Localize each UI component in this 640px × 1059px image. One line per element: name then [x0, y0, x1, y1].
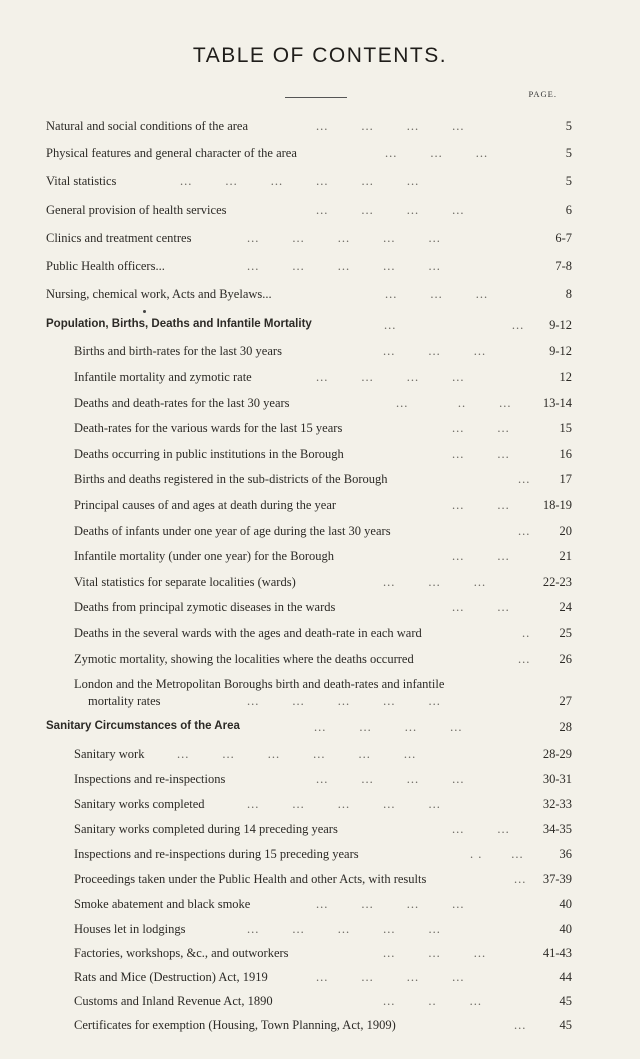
toc-entry	[0, 549, 640, 569]
toc-entry-label: Smoke abatement and black smoke	[74, 897, 251, 911]
leader-dots: ... ... ... ... ...	[247, 797, 441, 811]
leader-dots: ... .. ...	[396, 396, 512, 410]
toc-entry	[0, 946, 640, 966]
leader-dots: ... ... ... ... ... ...	[177, 747, 417, 761]
section-heading-population	[0, 318, 640, 338]
toc-entry-page: 15	[559, 421, 572, 435]
leader-dots: ... ...	[384, 318, 525, 332]
toc-entry-label: Physical features and general character of the area	[46, 146, 297, 160]
leader-dots: ... ... ...	[385, 146, 489, 160]
toc-entry-label: Vital statistics	[46, 174, 117, 188]
toc-entry-label: Infantile mortality and zymotic rate	[74, 370, 252, 384]
toc-entry-label: Zymotic mortality, showing the localities where the deaths occurred	[74, 652, 414, 666]
toc-entry	[0, 970, 640, 990]
toc-entry	[0, 872, 640, 892]
toc-entry-label: Clinics and treatment centres	[46, 231, 192, 245]
leader-dots: ... ... ...	[385, 287, 489, 301]
toc-entry-page: 27	[559, 694, 572, 708]
toc-entry	[0, 146, 640, 166]
toc-entry-page: 41-43	[542, 946, 572, 960]
toc-entry-page: 44	[559, 970, 572, 984]
leader-dots: ... ... ... ...	[316, 203, 465, 217]
leader-dots: ... ...	[452, 600, 510, 614]
toc-entry-label: Public Health officers...	[46, 259, 165, 273]
toc-entry-page: 6-7	[555, 231, 572, 245]
toc-entry	[0, 231, 640, 251]
toc-entry	[0, 847, 640, 867]
leader-dots: ... ... ... ... ...	[247, 922, 441, 936]
toc-entry-label: Deaths and death-rates for the last 30 years	[74, 396, 290, 410]
toc-entry-page: 25	[559, 626, 572, 640]
toc-entry-page: 45	[559, 1018, 572, 1032]
toc-entry-label: London and the Metropolitan Boroughs birth and death-rates and infantile	[74, 677, 445, 691]
toc-entry-label: Death-rates for the various wards for the last 15 years	[74, 421, 343, 435]
toc-entry-label: General provision of health services	[46, 203, 227, 217]
toc-entry-page: 21	[559, 549, 572, 563]
toc-entry	[0, 203, 640, 223]
toc-entry-label-continued: mortality rates	[88, 694, 161, 708]
toc-entry-page: 45	[559, 994, 572, 1008]
toc-entry-label: Nursing, chemical work, Acts and Byelaws...	[46, 287, 272, 301]
leader-dots: ... ...	[452, 822, 510, 836]
page-column-header: PAGE.	[528, 89, 557, 99]
toc-entry-label: Deaths of infants under one year of age during the last 30 years	[74, 524, 391, 538]
toc-entry-label: Customs and Inland Revenue Act, 1890	[74, 994, 273, 1008]
toc-entry-label: Births and birth-rates for the last 30 years	[74, 344, 282, 358]
toc-entry-page: 26	[559, 652, 572, 666]
leader-dots: ... ... ... ...	[316, 772, 465, 786]
leader-dots: ... ...	[452, 498, 510, 512]
toc-entry-continuation	[0, 694, 640, 714]
toc-entry-label: Certificates for exemption (Housing, Town Planning, Act, 1909)	[74, 1018, 396, 1032]
toc-entry	[0, 370, 640, 390]
toc-entry-page: 5	[565, 174, 572, 188]
toc-entry	[0, 396, 640, 416]
toc-entry-label: Sanitary works completed	[74, 797, 205, 811]
toc-entry	[0, 922, 640, 942]
toc-entry-page: 7-8	[555, 259, 572, 273]
toc-entry-label: Inspections and re-inspections during 15 preceding years	[74, 847, 359, 861]
toc-entry-page: 6	[565, 203, 572, 217]
toc-entry	[0, 174, 640, 194]
leader-dots: ... ... ...	[383, 344, 487, 358]
toc-entry	[0, 524, 640, 544]
toc-entry-label: Factories, workshops, &c., and outworkers	[74, 946, 289, 960]
toc-entry-page: 34-35	[542, 822, 572, 836]
toc-entry	[0, 747, 640, 767]
toc-entry-page: 24	[559, 600, 572, 614]
toc-entry	[0, 1018, 640, 1038]
toc-entry-label: Sanitary work	[74, 747, 145, 761]
toc-entry	[0, 287, 640, 307]
toc-entry	[0, 772, 640, 792]
toc-entry	[0, 421, 640, 441]
toc-entry-page: 37-39	[542, 872, 572, 886]
toc-entry-page: 5	[565, 146, 572, 160]
toc-entry-label: Natural and social conditions of the area	[46, 119, 249, 133]
toc-entry-page: 32-33	[542, 797, 572, 811]
toc-entry-label: Infantile mortality (under one year) for the Borough	[74, 549, 334, 563]
toc-entry	[0, 447, 640, 467]
page-title: TABLE OF CONTENTS.	[192, 44, 448, 67]
toc-entry-page: 18-19	[542, 498, 572, 512]
toc-entry-page: 20	[559, 524, 572, 538]
toc-entry	[0, 119, 640, 139]
toc-entry	[0, 575, 640, 595]
toc-entry-page: 13-14	[542, 396, 572, 410]
leader-dots: ..	[522, 626, 531, 640]
toc-entry-page: 36	[559, 847, 572, 861]
toc-entry	[0, 822, 640, 842]
toc-entry	[0, 897, 640, 917]
toc-entry-label: Inspections and re-inspections	[74, 772, 226, 786]
leader-dots: ... ... ... ... ...	[247, 694, 441, 708]
leader-dots: ...	[514, 1018, 527, 1032]
section-heading-label: Population, Births, Deaths and Infantile Mortality	[46, 318, 312, 330]
leader-dots: ... ... ... ... ...	[247, 259, 441, 273]
toc-entry	[0, 652, 640, 672]
toc-entry-page: 40	[559, 897, 572, 911]
toc-entry	[0, 626, 640, 646]
leader-dots: ... ...	[452, 549, 510, 563]
leader-dots: ... ... ... ...	[314, 720, 463, 734]
leader-dots: ... ... ... ... ... ...	[180, 174, 420, 188]
toc-entry	[0, 600, 640, 620]
toc-entry-page: 30-31	[542, 772, 572, 786]
leader-dots: ... ...	[452, 447, 510, 461]
leader-dots: ...	[514, 872, 527, 886]
toc-entry-page: 28	[559, 720, 572, 734]
leader-dots: . . ...	[470, 847, 524, 861]
toc-entry-page: 22-23	[542, 575, 572, 589]
toc-entry-page: 17	[559, 472, 572, 486]
toc-entry	[0, 344, 640, 364]
toc-entry	[0, 472, 640, 492]
toc-entry	[0, 498, 640, 518]
toc-entry-label: Deaths occurring in public institutions in the Borough	[74, 447, 344, 461]
ink-speck	[143, 310, 146, 313]
leader-dots: ... ... ... ...	[316, 897, 465, 911]
leader-dots: ... ... ... ... ...	[247, 231, 441, 245]
toc-entry-page: 5	[565, 119, 572, 133]
section-heading-sanitary	[0, 720, 640, 740]
leader-dots: ... .. ...	[383, 994, 482, 1008]
leader-dots: ... ... ... ...	[316, 970, 465, 984]
toc-entry-label: Births and deaths registered in the sub-districts of the Borough	[74, 472, 388, 486]
section-heading-label: Sanitary Circumstances of the Area	[46, 720, 240, 732]
leader-dots: ...	[518, 524, 531, 538]
toc-entry-label: Deaths in the several wards with the ages and death-rate in each ward	[74, 626, 422, 640]
toc-entry-page: 12	[559, 370, 572, 384]
leader-dots: ... ... ...	[383, 575, 487, 589]
toc-entry-label: Deaths from principal zymotic diseases in the wards	[74, 600, 336, 614]
leader-dots: ...	[518, 472, 531, 486]
toc-entry	[0, 797, 640, 817]
toc-entry-page: 40	[559, 922, 572, 936]
toc-entry-label: Rats and Mice (Destruction) Act, 1919	[74, 970, 268, 984]
toc-entry	[0, 994, 640, 1014]
leader-dots: ... ...	[452, 421, 510, 435]
toc-entry-page: 9-12	[549, 344, 572, 358]
leader-dots: ... ... ... ...	[316, 370, 465, 384]
leader-dots: ... ... ...	[383, 946, 487, 960]
toc-entry-label: Proceedings taken under the Public Health and other Acts, with results	[74, 872, 427, 886]
toc-entry-label: Vital statistics for separate localities (wards)	[74, 575, 296, 589]
leader-dots: ... ... ... ...	[316, 119, 465, 133]
toc-entry-label: Principal causes of and ages at death during the year	[74, 498, 337, 512]
toc-entry-page: 9-12	[549, 318, 572, 332]
toc-entry-page: 28-29	[542, 747, 572, 761]
toc-entry-label: Sanitary works completed during 14 preceding years	[74, 822, 338, 836]
toc-entry-page: 8	[565, 287, 572, 301]
toc-entry	[0, 259, 640, 279]
leader-dots: ...	[518, 652, 531, 666]
toc-entry-label: Houses let in lodgings	[74, 922, 186, 936]
toc-entry-page: 16	[559, 447, 572, 461]
